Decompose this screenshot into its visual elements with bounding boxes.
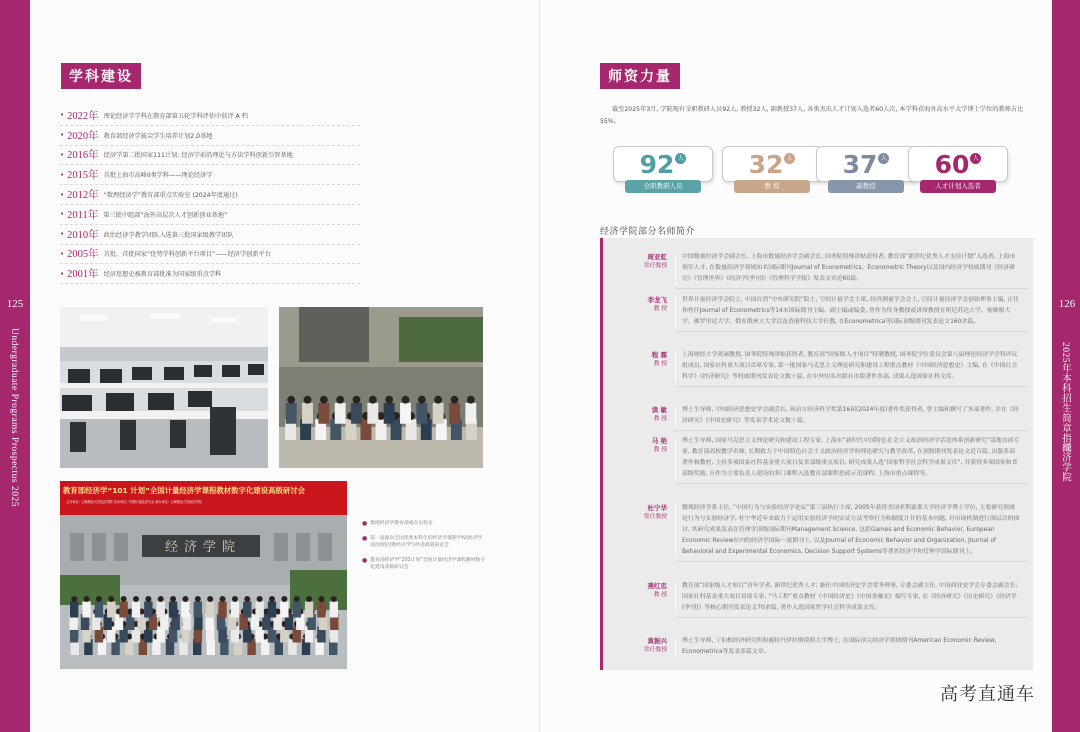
milestone-item — [60, 126, 360, 146]
faculty-who — [603, 405, 675, 427]
faculty-name: 黄振兴 — [647, 637, 667, 645]
stat-card — [816, 146, 916, 182]
faculty-name: 周亚虹 — [647, 253, 667, 261]
divider — [675, 561, 1029, 562]
stat-value: 32 — [748, 150, 784, 179]
stat-unit: 人 — [878, 153, 889, 164]
divider — [675, 430, 1029, 431]
milestone-item — [60, 146, 360, 166]
stat-card — [908, 146, 1008, 182]
stat-fulltime — [613, 146, 713, 198]
divider — [675, 288, 1029, 289]
right-side-text-2: 经济学院 — [1060, 442, 1070, 482]
right-side-text-1: 2025年本科招生简章指南 — [1060, 342, 1070, 453]
faculty-bio: 世界计量经济学会院士, 中国台湾“中央研究院”院士, 空间计量学会主席, 经济测量学会会士, 空间计量经济学会创始理事主编, 正任和曾任Journal of Econometrics等14本国际期刊主编、副主编或编委, 曾作为终身教授或讲席教授在明尼苏达大学、密歇根大学、佛罗里达大学、俄亥俄州立大学以及香港科技大学任教, 在Econometrica等国际顶级期刊发表论文160余篇。 — [675, 295, 1020, 328]
faculty-bio: 博士生导师, 丁伯根经济研究所和鹿特丹伊拉斯谟斯大学博士, 在国际顶尖经济学领域期刊American Economic Review, Econometrica等发表多篇文章。 — [675, 636, 1020, 658]
faculty-who — [603, 252, 675, 285]
group-photo-summer-school — [279, 307, 483, 468]
bullet-icon: ● — [362, 557, 368, 564]
faculty-title: 教 授 — [653, 446, 667, 453]
faculty-name: 杜宁华 — [647, 504, 667, 512]
stat-talent-program — [908, 146, 1008, 198]
faculty-title: 教 授 — [653, 415, 667, 422]
faculty-heading: 经济学院部分名师简介 — [600, 227, 696, 237]
faculty-bio: 上海财经大学资深教授, 国务院特殊津贴获得者, 教育部“国家级人才项目”特聘教授, 国务院学位委员会第八届理论经济学学科评议组成员, 国家社科重大项目首席专家, 第一批国家马克思主义理论研究和建设工程重点教材《中国经济思想史》主编, 在《中国社会科学》《经济研究》等权威期刊发表论文数十篇, 在中外知名出版社出版著作多部, 成果入选国家社科文库。 — [675, 350, 1020, 383]
milestone-year: 2012年 — [67, 190, 99, 202]
stat-value: 37 — [842, 150, 878, 179]
milestone-year: 2011年 — [67, 209, 99, 221]
divider — [675, 617, 1029, 618]
conference-group-photo — [60, 481, 347, 669]
bullet-icon: • — [60, 170, 65, 179]
faculty-bio: 博士生导师, 国家马克思主义理论研究和建设工程专家, 上海市“新时代中国特色社会主义政治经济学话语体系创新研究”基地首席专家, 教育部高校教学名师, 长期致力于中国特色社会主义政治经济学的理论研究与教学改革, 在顶级期刊发表论文近百篇, 出版多部著作和教材, 主持多项国家社科基金重大项目及省部级重点项目, 研究成果入选“国家哲学社会科学成果文库”, 并获得多项国家和省部级奖励, 且作为主要负责人建设的多门课程入选教育部课程思政示范课程, 上海市重点课程等。 — [675, 436, 1020, 480]
bullet-icon: ● — [362, 520, 368, 527]
caption-item — [362, 557, 487, 571]
faculty-who — [603, 503, 675, 558]
stat-label: 人才计划入选者 — [920, 180, 996, 193]
milestone-year: 2015年 — [67, 170, 99, 182]
bullet-icon: ● — [362, 535, 368, 542]
watermark-text: 高考直通车 — [940, 684, 1035, 705]
milestone-text: 第三批中组部“海外高层次人才创新创业基地” — [103, 211, 228, 219]
left-page-number: 125 — [6, 298, 24, 310]
faculty-intro: 截至2025年3月, 学院现有全职教研人员92人, 教授32人, 副教授37人, 各类杰出人才计划入选者60人次, 本学科获海外高水平大学博士学位的教师占比55%。 — [600, 106, 1024, 125]
milestone-text: 教育部经济学拔尖学生培养计划2.0基地 — [103, 132, 213, 140]
faculty-title: 常任教授 — [643, 646, 667, 653]
milestone-item — [60, 245, 360, 265]
stat-unit: 人 — [970, 153, 981, 164]
milestone-text: 首批、首批国家“优势学科创新平台项目”——经济学创新平台 — [103, 251, 271, 259]
faculty-who — [603, 436, 675, 480]
faculty-title: 常任教授 — [643, 513, 667, 520]
faculty-entry — [603, 405, 1033, 427]
faculty-entry — [603, 295, 1033, 328]
milestone-year: 2005年 — [67, 249, 99, 261]
caption-item — [362, 535, 487, 549]
faculty-entry — [603, 581, 1033, 614]
faculty-bio: 中国数量经济学会副会长, 上海市数量经济学会副会长, 国务院特殊津贴获得者, 教育部“新世纪优秀人才支持计划”入选者, 上海市领军人才, 在数量经济学领域知名国际期刊Journal of Econometrics、Econometric Theory以及国内经济学权威期刊《经济研究》《管理世界》《经济学(季刊)》《管理科学学报》发表文章近60篇。 — [675, 252, 1020, 285]
photo-captions — [362, 520, 487, 579]
lab-photo — [60, 307, 268, 468]
building-sign: 经济学院 — [165, 539, 242, 554]
faculty-name: 马 艳 — [651, 437, 667, 445]
faculty-section-title: 师资力量 — [600, 63, 680, 89]
faculty-bio: 教育部“国家级人才项目”青年学者, 新世纪优秀人才; 兼任中国经济史学会常务理事, 专委会副主任, 中国商业史学会专委会副会长; 国家社科基金重大项目首席专家, “马工程”重点教材《中国经济史》《中国金融史》编写专家, 在《经济研究》《历史研究》《经济学(季刊)》等核心期刊发表论文70余篇, 著作入选国家哲学社会科学成果文库。 — [675, 581, 1020, 614]
stat-label: 副教授 — [828, 180, 904, 193]
right-page-number: 126 — [1058, 298, 1076, 310]
bullet-icon: • — [60, 269, 65, 278]
milestone-text: 首批上海市高峰II类学科——理论经济学 — [103, 172, 213, 180]
stat-value: 60 — [934, 150, 970, 179]
bullet-icon: • — [60, 249, 65, 258]
milestone-year: 2010年 — [67, 229, 99, 241]
stat-unit: 人 — [675, 153, 686, 164]
divider — [675, 331, 1029, 332]
faculty-title: 教 授 — [653, 360, 667, 367]
stat-card — [613, 146, 713, 182]
faculty-title: 常任教授 — [643, 262, 667, 269]
faculty-who — [603, 350, 675, 383]
milestone-item — [60, 106, 360, 126]
milestone-text: 理论经济学学科在教育部第五轮学科评估中获评 A 档 — [103, 112, 248, 120]
faculty-title: 教 授 — [653, 591, 667, 598]
faculty-bio: 微观经济学系主任, “中国行为与实验经济学论坛”第三届执行主席, 2005年获得美国亚利桑那大学经济学博士学位, 主要研究领域是行为与实验经济学, 杜宁华近年来致力于运用实验经济学的实证方法考察行为和制度计并的基本问题, 对市场机制进行深层次的探讨, 其研究成果发表在管理学顶级国际期刊Management Science, 包括Games and Economic Behavior, European Economic Review在内的经济学国际一流期刊上, 以及Journal of Economic Behavior and Organization, Journal of Behavioral and Experimental Economics, Decision Support Systems等著名经济学和管理学国际期刊上。 — [675, 503, 1020, 558]
faculty-entry — [603, 503, 1033, 558]
milestone-year: 2016年 — [67, 150, 99, 162]
stat-value: 92 — [639, 150, 675, 179]
milestone-year: 2022年 — [67, 110, 99, 122]
faculty-name: 燕红忠 — [647, 582, 667, 590]
faculty-who — [603, 581, 675, 614]
milestone-item — [60, 225, 360, 245]
milestone-item — [60, 165, 360, 185]
faculty-name: 程 霖 — [651, 351, 667, 359]
faculty-who — [603, 295, 675, 328]
banner-headline: 教育部经济学“101 计划”全国计量经济学课程教材数字化建设高级研讨会 — [63, 486, 306, 495]
bullet-icon: • — [60, 111, 65, 120]
divider — [675, 386, 1029, 387]
faculty-title: 教 授 — [653, 305, 667, 312]
milestone-text: 经济思想史被教育部批准为国家级重点学科 — [103, 271, 222, 279]
faculty-entry — [603, 636, 1033, 658]
milestone-text: “数理经济学”教育部重点实验室 (2024年度通过) — [103, 192, 238, 200]
bullet-icon: • — [60, 190, 65, 199]
bullet-icon: • — [60, 150, 65, 159]
milestone-year: 2001年 — [67, 269, 99, 281]
caption-text: 教育部经济学“101计划”全国计量经济学课程教材数字化建设高级研讨会 — [370, 558, 486, 570]
left-side-text: Undergraduate Programs Prospectus 2025 — [9, 328, 19, 507]
milestone-text: 经济学第二批国家111计划: 经济学前沿理论与方法学科创新引智基地 — [103, 152, 293, 160]
stat-unit: 人 — [784, 153, 795, 164]
stat-label: 教 授 — [734, 180, 810, 193]
milestone-item — [60, 185, 360, 205]
faculty-entry — [603, 252, 1033, 285]
caption-item — [362, 520, 487, 527]
stat-label: 全职教研人员 — [625, 180, 701, 193]
faculty-panel — [600, 238, 1033, 670]
milestone-item — [60, 205, 360, 225]
stat-associate-professors — [816, 146, 916, 198]
faculty-name: 读 敏 — [651, 406, 667, 414]
milestone-year: 2020年 — [67, 130, 99, 142]
discipline-section-title: 学科建设 — [61, 63, 141, 89]
caption-text: 第一届面向全国优秀本科生的经济学暑期学校(经济学前沿理论)暨经济学与经济政策研讨会 — [370, 536, 483, 548]
caption-text: 数理经济学教育部重点实验室 — [370, 521, 433, 526]
milestone-item — [60, 264, 360, 284]
faculty-who — [603, 636, 675, 658]
milestone-text: 政治经济学教学团队入选第三批国家级教学团队 — [103, 231, 234, 239]
divider — [675, 483, 1029, 484]
faculty-bio: 博士生导师, 中国经济思想史学会副会长, 孙冶方经济科学奖第16届(2024年度)著作奖获得者, 曾主编和撰写了多部著作, 并在《经济研究》《中国史研究》等发表学术论文数十篇。 — [675, 405, 1020, 427]
bullet-icon: • — [60, 230, 65, 239]
banner-subline: 主办单位: 上海财经大学经济学院 协办单位: 中国计量经济学会 承办单位: 上海财经大学经济学院 — [66, 500, 202, 504]
bullet-icon: • — [60, 131, 65, 140]
stat-card — [722, 146, 822, 182]
conference-banner — [60, 481, 347, 515]
faculty-name: 李龙飞 — [647, 296, 667, 304]
faculty-entry — [603, 350, 1033, 383]
faculty-entry — [603, 436, 1033, 480]
milestone-list — [60, 106, 360, 284]
stat-professors — [722, 146, 822, 198]
bullet-icon: • — [60, 210, 65, 219]
